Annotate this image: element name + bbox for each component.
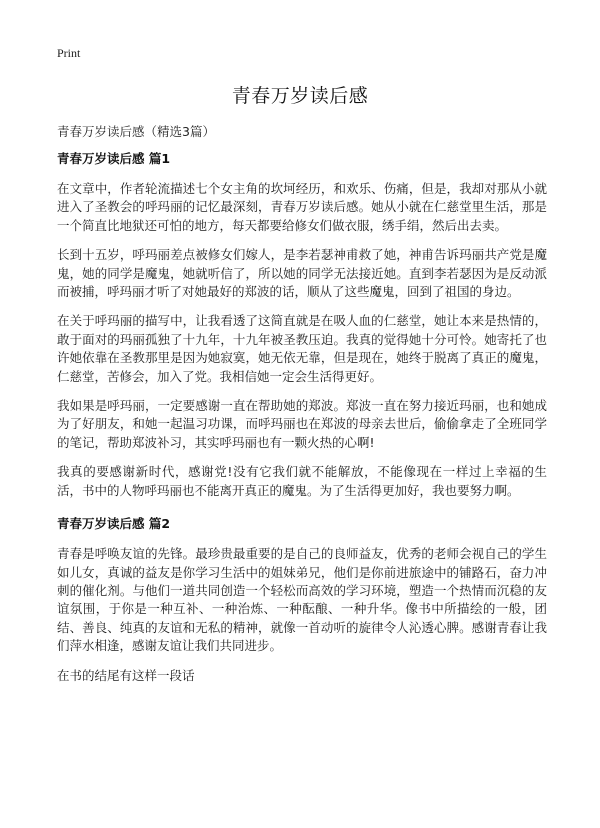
section-1 [57,150,547,500]
paragraph: 青春是呼唤友谊的先锋。最珍贵最重要的是自己的良师益友，优秀的老师会视自己的学生如儿女，真诚的益友是你学习生活中的姐妹弟兄，他们是你前进旅途中的铺路石，奋力冲刺的催化剂。与他们一道共同创造一个轻松而高效的学习环境，塑造一个热情而沉稳的友谊氛围，于你是一种互补、一种治炼、一种酝酿、一种升华。像书中所描绘的一般，团结、善良、纯真的友谊和无私的精神，就像一首动听的旋律令人沁透心脾。感谢青春让我们萍水相逢，感谢友谊让我们共同进步。 [57,546,547,654]
section-heading: 青春万岁读后感 篇2 [57,516,171,532]
paragraph: 长到十五岁，呼玛丽差点被修女们嫁人，是李若瑟神甫救了她，神甫告诉玛丽共产党是魔鬼，她的同学是魔鬼，她就听信了，所以她的同学无法接近她。直到李若瑟因为是反动派而被捕，呼玛丽才听了对她最好的郑波的话，顺从了这些魔鬼，回到了祖国的身边。 [57,247,547,300]
paragraph: 在关于呼玛丽的描写中，让我看透了这简直就是在吸人血的仁慈堂，她让本来是热情的，敢于面对的玛丽孤独了十九年，十九年被圣教压迫。我真的觉得她十分可怜。她寄托了也许她依靠在圣教那里是因为她寂寞，她无依无靠，但是现在，她终于脱离了真正的魔鬼，仁慈堂，苦修会，加入了党。我相信她一定会生活得更好。 [57,313,547,384]
paragraph: 在书的结尾有这样一段话 [57,667,195,683]
section-heading: 青春万岁读后感 篇1 [57,151,171,166]
paragraph: 在文章中，作者轮流描述七个女主角的坎坷经历，和欢乐、伤痛，但是，我却对那从小就进入了圣教会的呼玛丽的记忆最深刻，青春万岁读后感。她从小就在仁慈堂里生活，那是一个简直比地狱还可怕的地方，每天都要给修女们做衣服，绣手绢，然后出去卖。 [57,181,547,233]
paragraph: 我如果是呼玛丽，一定要感谢一直在帮助她的郑波。郑波一直在努力接近玛丽，也和她成为了好朋友，和她一起温习功课，而呼玛丽也在郑波的母亲去世后，偷偷拿走了全班同学的笔记，帮助郑波补习，其实呼玛丽也有一颗火热的心啊! [57,398,547,450]
document-body [57,150,547,696]
page-title: 青春万岁读后感 [231,85,369,107]
document-subtitle: 青春万岁读后感（精选3篇） [57,124,215,139]
paragraph: 我真的要感谢新时代，感谢党!没有它我们就不能解放，不能像现在一样过上幸福的生活，书中的人物呼玛丽也不能离开真正的魔鬼。为了生活得更加好，我也要努力啊。 [57,464,547,498]
print-label: Print [57,46,81,60]
section-2 [57,515,547,685]
